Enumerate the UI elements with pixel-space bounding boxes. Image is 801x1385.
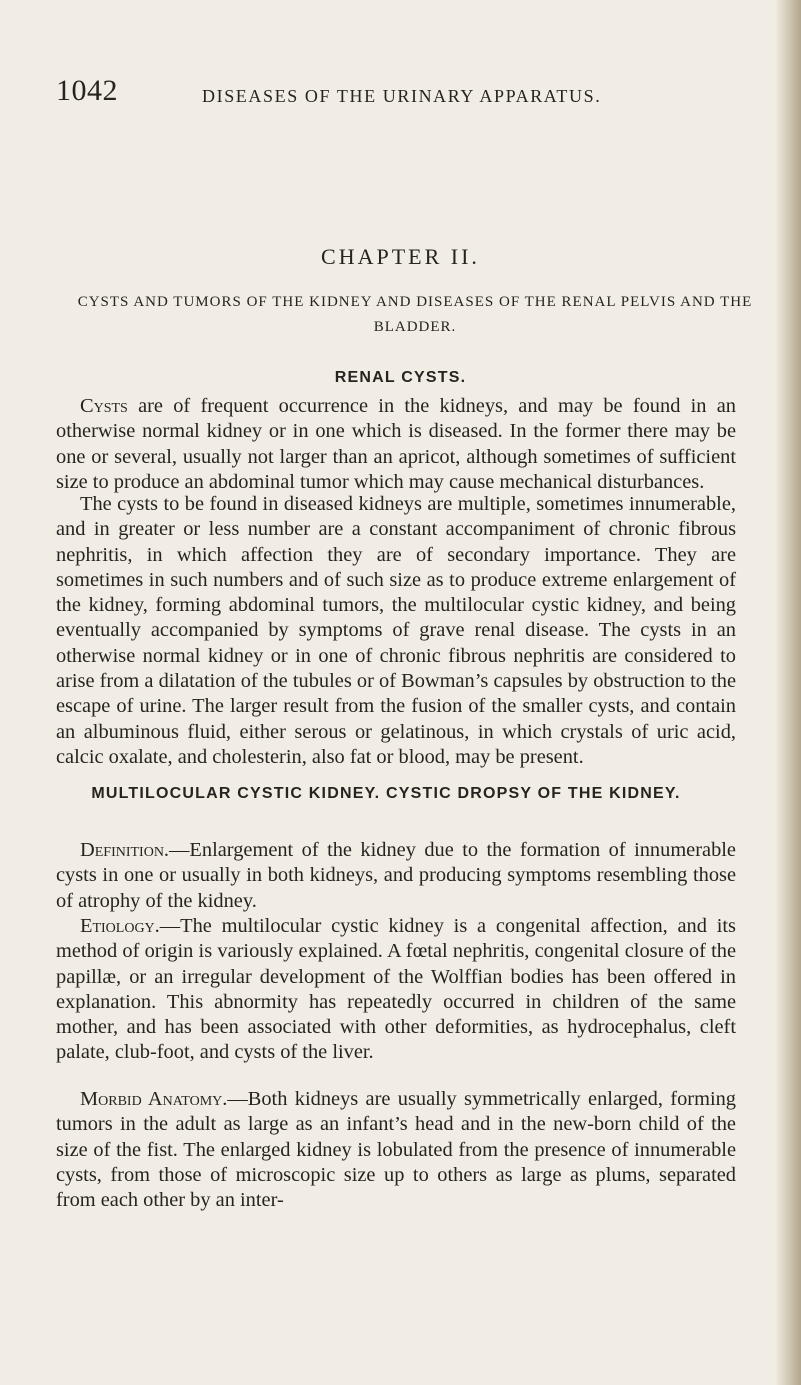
paragraph-etiology [56,914,736,1066]
page-number: 1042 [56,74,118,107]
section-heading-multilocular: MULTILOCULAR CYSTIC KIDNEY. CYSTIC DROPSY OF THE KIDNEY. [91,785,681,802]
running-title: DISEASES OF THE URINARY APPARATUS. [202,86,602,106]
paragraph-text: —The multilocular cystic kidney is a congenital affection, and its method of origin is variously explained. A fœtal nephritis, congenital closure of the papillæ, or an irregular development of the Wolffian bodies has been offered in explanation. This abnormity has repeatedly occurred in children of the same mother, and has been associated with other deformities, as hydrocephalus, cleft palate, club-foot, and cysts of the liver. [56,915,736,1064]
page-edge-shadow [775,0,801,1385]
paragraph-morbid-anatomy [56,1087,736,1213]
paragraph-definition [56,838,736,914]
lead-word: Etiology. [80,915,160,937]
chapter-title: CHAPTER II. [321,244,480,269]
paragraph-text: are of frequent occurrence in the kidneys, and may be found in an otherwise normal kidney or in one which is diseased. In the former there may be one or several, usually not larger than an apricot, although sometimes of sufficient size to produce an abdominal tumor which may cause mechanical disturbances. [56,395,736,493]
lead-word: Cysts [80,395,128,417]
lead-word: Morbid Anatomy. [80,1088,228,1110]
paragraph-cysts-intro [56,394,736,495]
paragraph-text: —Enlargement of the kidney due to the formation of innumerable cysts in one or usually in both kidneys, and producing symptoms resembling those of atrophy of the kidney. [56,839,736,912]
section-heading-renal-cysts: RENAL CYSTS. [334,369,467,386]
chapter-subtitle: CYSTS AND TUMORS OF THE KIDNEY AND DISEASES OF THE RENAL PELVIS AND THE BLADDER. [77,294,753,335]
lead-word: Definition. [80,839,170,861]
paragraph-diseased-kidneys: The cysts to be found in diseased kidneys are multiple, sometimes innumerable, and in greater or less number are a constant accompaniment of chronic fibrous nephritis, in which affection they are of secondary importance. They are sometimes in such numbers and of such size as to produce extreme enlargement of the kidney, forming abdominal tumors, the multilocular cystic kidney, and being eventually accompanied by symptoms of grave renal disease. The cysts in an otherwise normal kidney or in one of chronic fibrous nephritis are considered to arise from a dilatation of the tubules or of Bowman’s capsules by obstruction to the escape of urine. The larger result from the fusion of the smaller cysts, and contain an albuminous fluid, either serous or gelatinous, in which crystals of uric acid, calcic oxalate, and cholesterin, also fat or blood, may be present. [56,493,736,768]
paragraph-text: —Both kidneys are usually symmetrically enlarged, forming tumors in the adult as large as an infant’s head and in the new-born child of the size of the fist. The enlarged kidney is lobulated from the presence of innumerable cysts, from those of microscopic size up to others as large as plums, separated from each other by an inter- [56,1088,736,1212]
page-header [56,74,746,110]
